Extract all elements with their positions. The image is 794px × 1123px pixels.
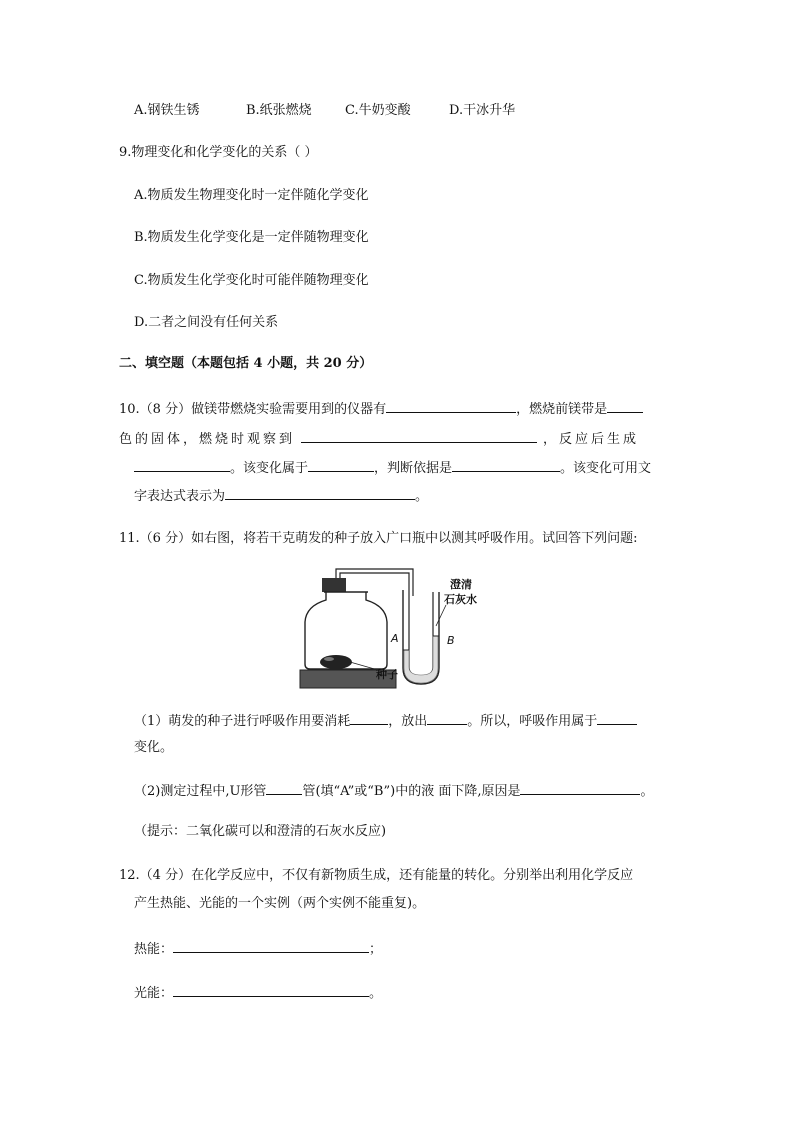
q12-light-label: 光能：: [134, 986, 174, 1001]
q11-blank-reason[interactable]: [520, 780, 640, 795]
q11-part1-line-2: 变化。: [134, 740, 174, 755]
q11-blank-release[interactable]: [427, 710, 467, 725]
q12-blank-heat[interactable]: [173, 938, 369, 953]
q9-option-b: B.物质发生化学变化是一定伴随物理变化: [134, 230, 369, 245]
q10-blank-product[interactable]: [134, 457, 230, 472]
q12-stem-2: 产生热能、光能的一个实例（两个实例不能重复)。: [134, 896, 426, 911]
q10-text-4b: 。: [415, 489, 429, 504]
q12-stem-1: 12.（4 分）在化学反应中，不仅有新物质生成，还有能量的转化。分别举出利用化学反应: [119, 868, 634, 883]
q12-light-line: [134, 982, 382, 1004]
q11-stem: 11.（6 分）如右图，将若干克萌发的种子放入广口瓶中以测其呼吸作用。试回答下列问题:: [119, 531, 638, 546]
q11-text-1c: 。所以，呼吸作用属于: [467, 714, 598, 729]
q8-option-b: B.纸张燃烧: [246, 103, 312, 118]
q11-blank-consume[interactable]: [350, 710, 388, 725]
q10-blank-expression[interactable]: [225, 485, 415, 500]
q11-hint: （提示：二氧化碳可以和澄清的石灰水反应): [134, 824, 387, 839]
q10-line-1: [119, 398, 643, 420]
q10-line-3: [134, 457, 651, 479]
q9-option-d: D.二者之间没有任何关系: [134, 315, 279, 330]
q12-blank-light[interactable]: [173, 982, 369, 997]
label-seeds: 种子: [376, 668, 398, 681]
q10-text-1b: ，燃烧前镁带是: [516, 402, 608, 417]
q8-option-d: D.干冰升华: [449, 103, 516, 118]
q12-heat-line: [134, 938, 382, 960]
q10-line-2: [119, 428, 639, 450]
q9-stem: 9.物理变化和化学变化的关系（ ）: [119, 145, 318, 160]
q10-blank-observation[interactable]: [301, 428, 537, 443]
q12-light-end: 。: [369, 986, 383, 1001]
q10-text-2a: 色的固体，燃烧时观察到: [119, 432, 296, 447]
q10-text-3a: 。该变化属于: [230, 461, 309, 476]
q11-text-2c: 。: [640, 784, 654, 799]
q10-text-4a: 字表达式表示为: [134, 489, 226, 504]
q12-heat-label: 热能：: [134, 942, 174, 957]
section-heading: 二、填空题（本题包括 4 小题，共 20 分）: [119, 356, 373, 371]
q10-text-2b: ，反应后生成: [543, 432, 640, 447]
q11-blank-tube[interactable]: [266, 780, 302, 795]
stopper: [322, 578, 346, 592]
q10-blank-basis[interactable]: [452, 457, 560, 472]
q9-option-a: A.物质发生物理变化时一定伴随化学变化: [134, 188, 369, 203]
q8-option-a: A.钢铁生锈: [134, 103, 200, 118]
q11-text-1a: （1）萌发的种子进行呼吸作用要消耗: [134, 714, 351, 729]
q10-text-3c: 。该变化可用文: [560, 461, 652, 476]
q11-blank-change-type[interactable]: [597, 710, 637, 725]
label-leader-limewater: [436, 605, 446, 626]
q8-option-c: C.牛奶变酸: [345, 103, 411, 118]
q10-blank-color[interactable]: [607, 398, 643, 413]
q11-part2: [134, 780, 653, 802]
q11-text-2a: （2)测定过程中,U形管: [134, 784, 267, 799]
q11-part1-line-1: [134, 710, 637, 732]
q11-text-1b: ，放出: [388, 714, 428, 729]
q11-text-2b: 管(填“A”或“B”)中的液 面下降,原因是: [302, 784, 521, 799]
q9-option-c: C.物质发生化学变化时可能伴随物理变化: [134, 273, 369, 288]
label-clear: 澄清: [450, 578, 472, 591]
label-limewater: 石灰水: [444, 593, 477, 606]
q10-line-4: [134, 485, 428, 507]
respiration-apparatus-figure: [296, 566, 496, 690]
q10-blank-instruments[interactable]: [386, 398, 516, 413]
seeds: [320, 655, 352, 669]
label-b: B: [447, 634, 455, 647]
q10-blank-change-type[interactable]: [308, 457, 374, 472]
q10-text-1a: 10.（8 分）做镁带燃烧实验需要用到的仪器有: [119, 402, 387, 417]
label-a: A: [391, 632, 399, 645]
seed-highlight: [324, 657, 334, 661]
q10-text-3b: ，判断依据是: [374, 461, 453, 476]
u-tube-inner: [409, 592, 433, 676]
q12-heat-end: ；: [369, 942, 383, 957]
